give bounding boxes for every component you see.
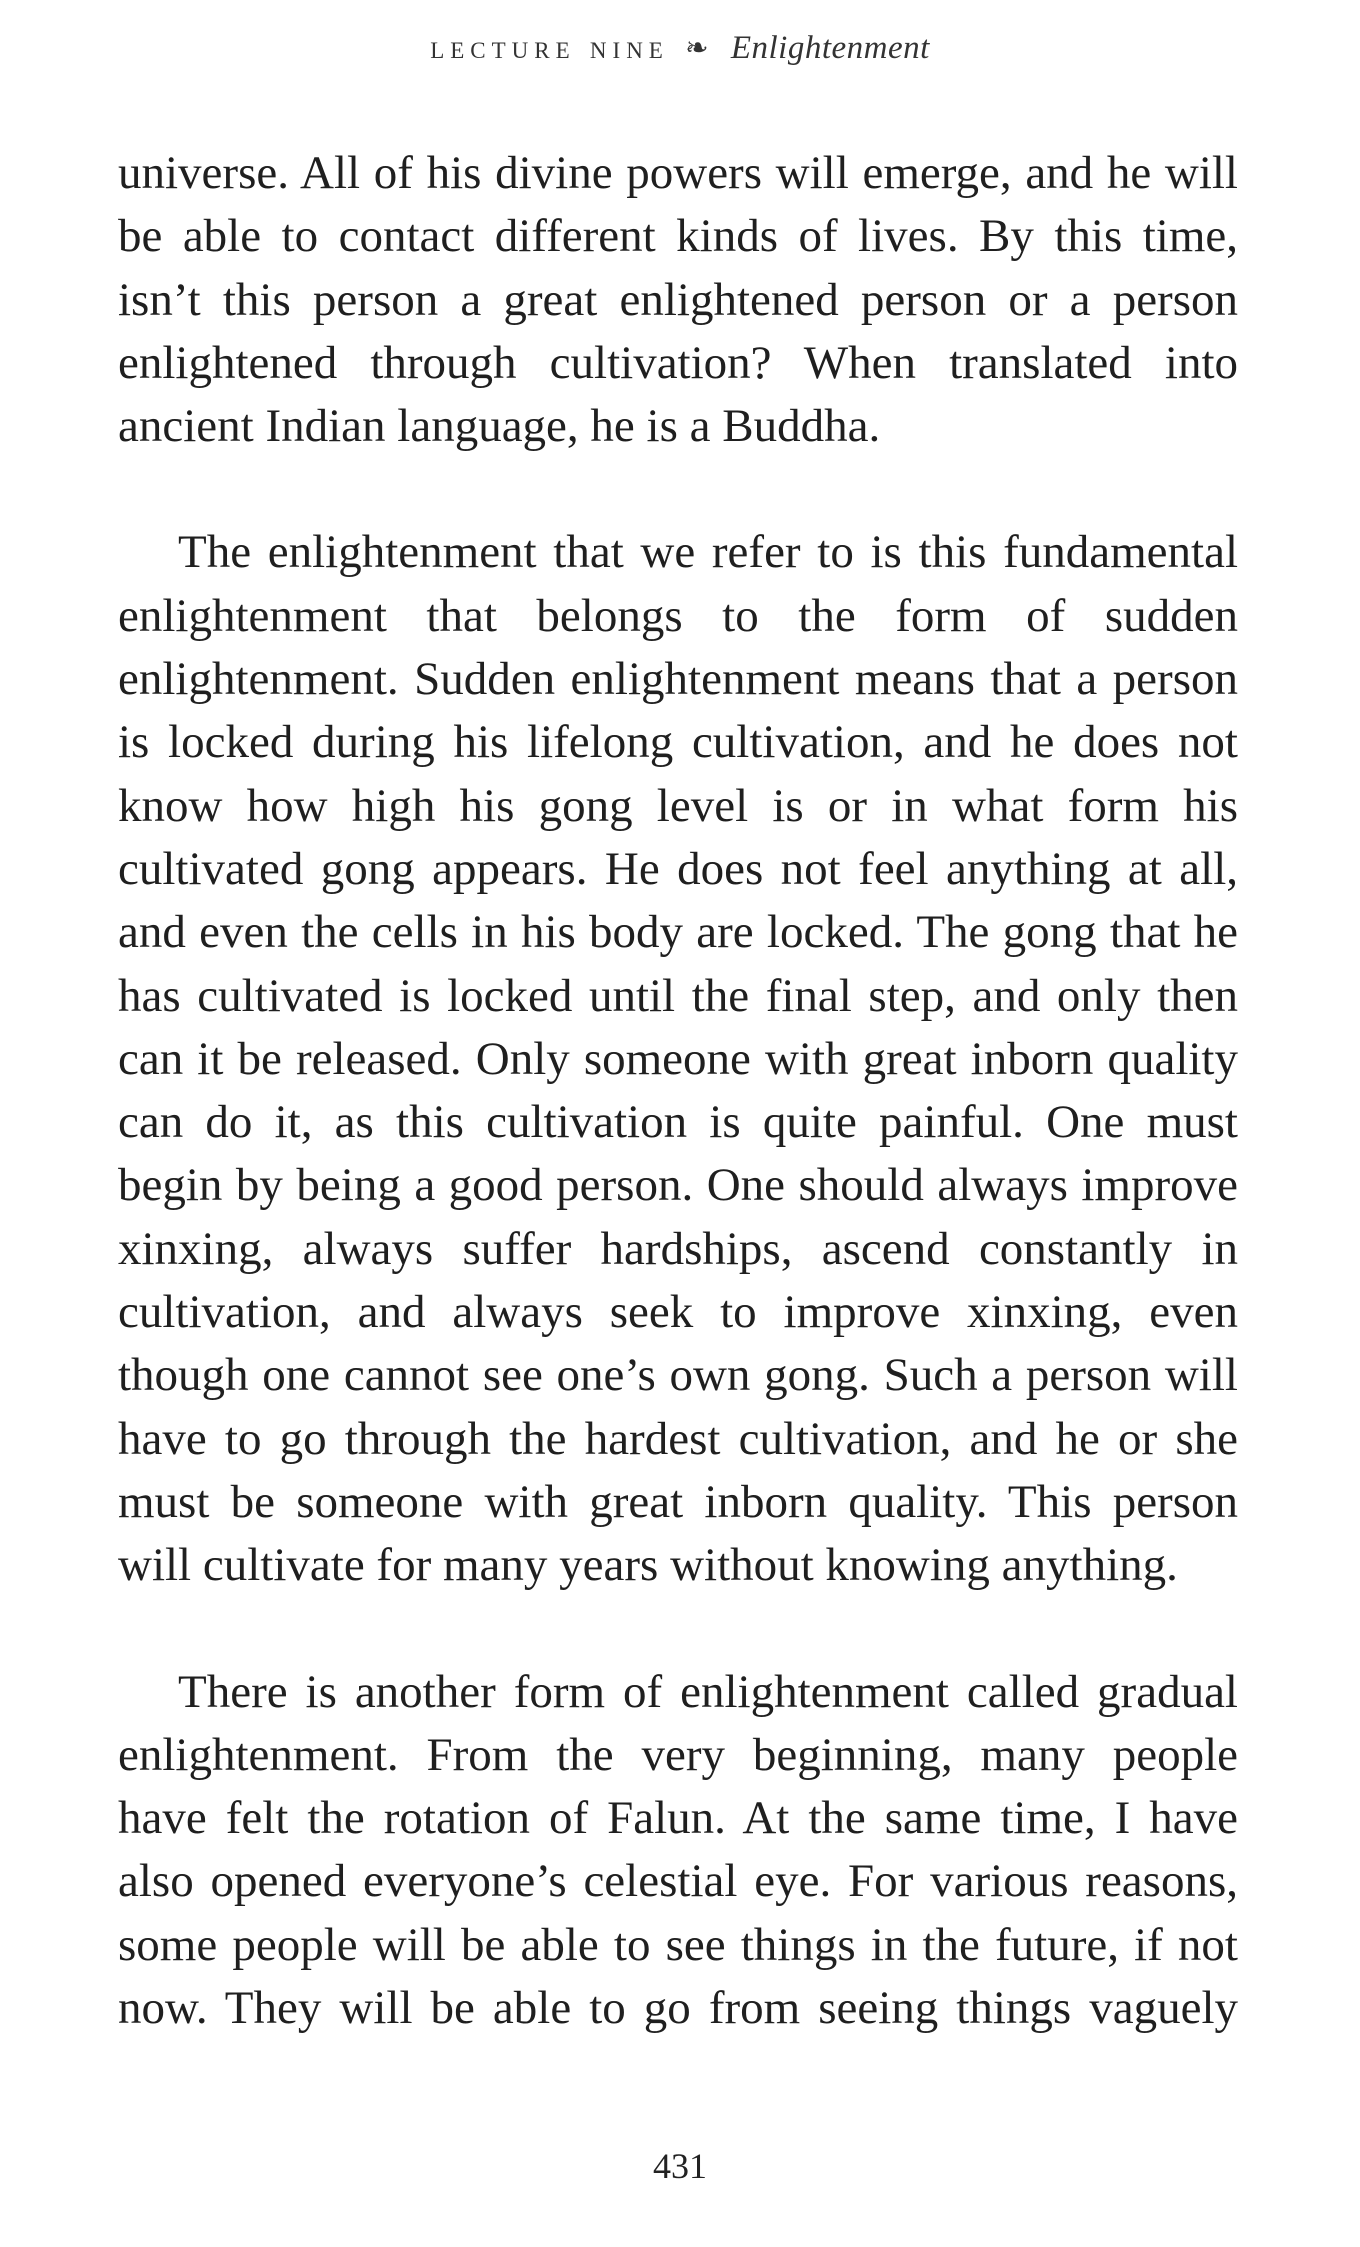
paragraph-sudden-enlightenment: The enlightenment that we refer to is this fundamental enlightenment that belongs to the form of sudden enlightenment. Sudden enlightenment means that a person is locked during his lifelong cultivation, and he does not know how high his gong level is or in what form his cultivated gong appears. He does not feel anything at all, and even the cells in his body are locked. The gong that he has cultivated is locked until the final step, and only then can it be released. Only someone with great inborn quality can do it, as this cultivation is quite painful. One must begin by being a good person. One should always improve xinxing, always suffer hardships, ascend constantly in cultivation, and always seek to improve xinxing, even though one cannot see one’s own gong. Such a person will have to go through the hardest cultivation, and he or she must be someone with great inborn quality. This person will cultivate for many years without knowing anything. — [118, 526, 1238, 1592]
paragraph-continued: universe. All of his divine powers will emerge, and he will be able to contact different kinds of lives. By this time, isn’t this person a great enlightened person or a person enlightened through cultivation? When translated into ancient Indian language, he is a Buddha. — [118, 147, 1238, 453]
paragraph-gradual-enlightenment: There is another form of enlightenment called gradual enlightenment. From the very beginning, many people have felt the rotation of Falun. At the same time, I have also opened everyone’s celestial eye. For various reasons, some people will be able to see things in the future, if not now. They will be able to go from seeing things vaguely — [118, 1665, 1238, 2035]
chapter-title: lecture nine — [430, 30, 669, 66]
running-head — [0, 28, 1360, 69]
page-number: 431 — [653, 2146, 707, 2186]
section-title: Enlightenment — [730, 30, 930, 66]
fleuron-icon: ❧ — [685, 33, 709, 64]
body-text — [118, 142, 1238, 2040]
